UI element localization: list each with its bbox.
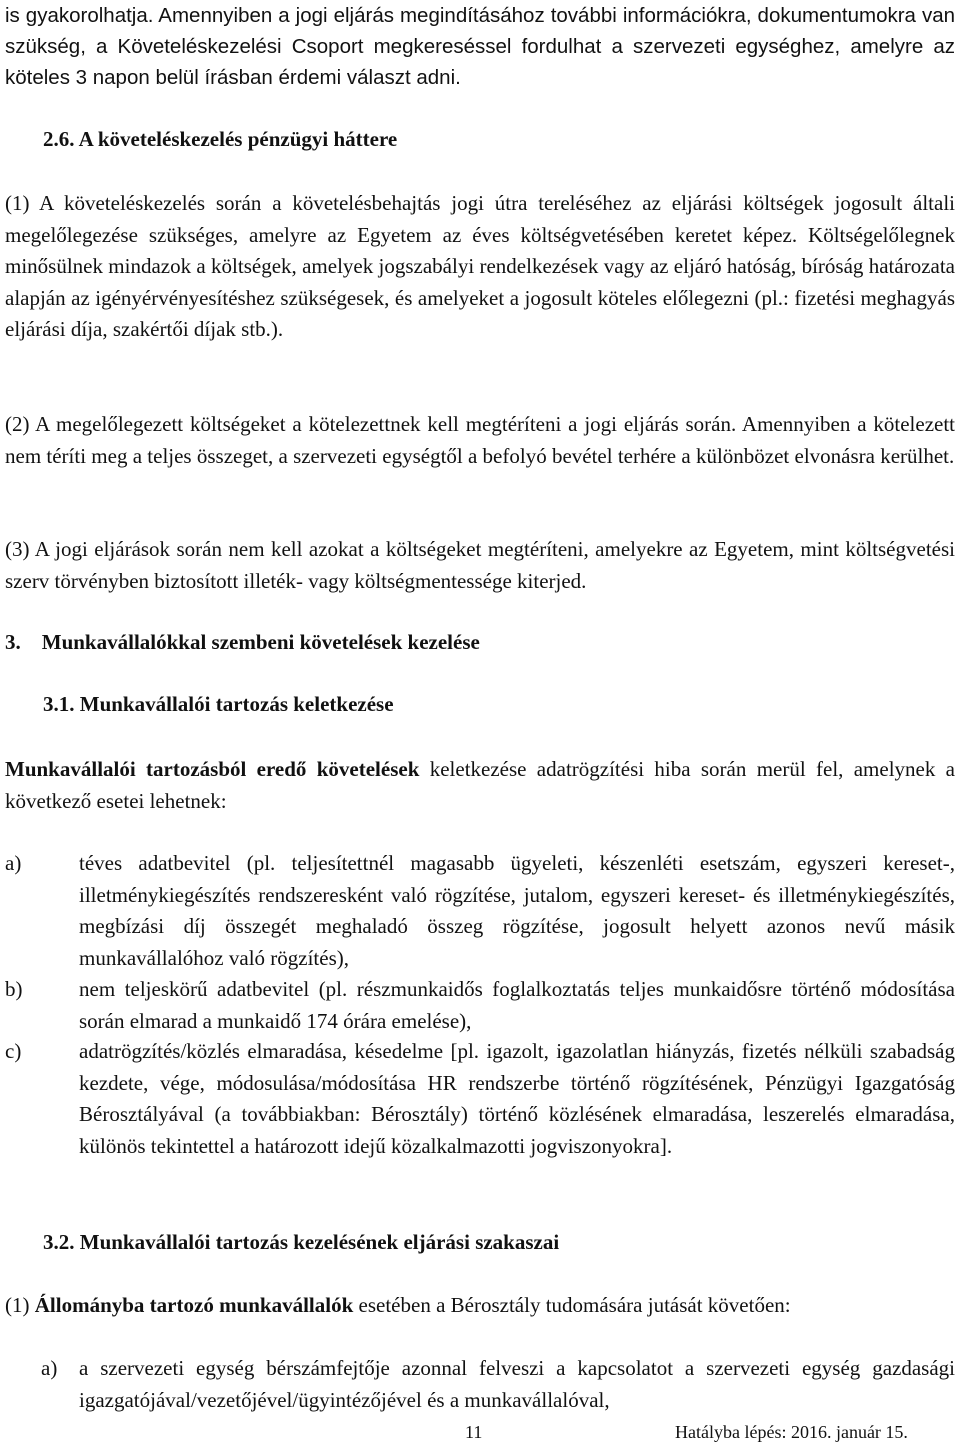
section-3-2-paragraph-1: [5, 1290, 955, 1322]
list-item-text: téves adatbevitel (pl. teljesítettnél magasabb ügyeleti, készenléti esetszám, egyszeri kereset-, illetménykiegészítés rendszeresként való rögzítése, jutalom, egyszeri kereset- és illetménykiegészítés, megbízási díj összegét meghaladó összeg rögzítése, jogosult helyett azonos nevű másik munkavállalóhoz való rögzítés),: [79, 851, 955, 970]
list-item-text: a szervezeti egység bérszámfejtője azonnal felveszi a kapcsolatot a szervezeti egység gazdasági igazgatójával/vezetőjével/ügyintézőjével és a munkavállalóval,: [79, 1356, 955, 1412]
section-3-2-heading: 3.2. Munkavállalói tartozás kezelésének eljárási szakaszai: [43, 1230, 560, 1254]
section-2-6-paragraph-3: (3) A jogi eljárások során nem kell azokat a költségeket megtéríteni, amelyekre az Egyetem, mint költségvetési szerv törvényben biztosított illeték- vagy költségmentessége kiterjed.: [5, 537, 955, 593]
list-item-text: nem teljeskörű adatbevitel (pl. részmunkaidős foglalkoztatás teljes munkaidősre történő módosítása során elmarad a munkaidő 174 órára emelése),: [79, 977, 955, 1033]
list-marker: a): [5, 851, 22, 875]
list-item-c: [5, 1036, 955, 1162]
list-item-3-2-a: [5, 1353, 955, 1416]
section-3-1-intro: [5, 754, 955, 817]
section-2-6-heading: 2.6. A követeléskezelés pénzügyi háttere: [43, 127, 398, 151]
list-marker: a): [41, 1356, 58, 1380]
section-3-1-heading: 3.1. Munkavállalói tartozás keletkezése: [43, 692, 394, 716]
section-3-1-intro-bold: Munkavállalói tartozásból eredő követelések: [5, 757, 420, 781]
section-3-heading: 3. Munkavállalókkal szembeni követelések kezelése: [5, 630, 480, 654]
section-2-6-paragraph-2: (2) A megelőlegezett költségeket a kötelezettnek kell megtéríteni a jogi eljárás során. Amennyiben a kötelezett nem téríti meg a teljes összeget, a szervezeti egységtől a befolyó bevétel terhére a különbözet elvonásra kerülhet.: [5, 412, 955, 468]
paragraph-number: (1): [5, 1293, 35, 1317]
section-3-2-paragraph-rest: esetében a Bérosztály tudomására jutását követően:: [353, 1293, 791, 1317]
list-item-text: adatrögzítés/közlés elmaradása, késedelme [pl. igazolt, igazolatlan hiányzás, fizetés nélküli szabadság kezdete, vége, módosulása/módosítása HR rendszerbe történő rögzítésének, Pénzügyi Igazgatóság Bérosztályával (a továbbiakban: Bérosztály) történő közlésének elmaradása, leszerelés elmaradása, különös tekintettel a határozott idejű közalkalmazotti jogviszonyokra].: [79, 1039, 955, 1158]
section-3-1-intro-rest: keletkezése adatrögzítési hiba során merül fel, amelynek a következő esetei lehetnek:: [5, 757, 955, 813]
list-item-a: [5, 848, 955, 974]
list-marker: c): [5, 1039, 22, 1063]
page-number: 11: [465, 1422, 483, 1442]
section-2-6-paragraph-1: (1) A követeléskezelés során a követelésbehajtás jogi útra tereléséhez az eljárási költségek jogosult általi megelőlegezése szükséges, amelyre az Egyetem az éves költségvetésében keretet képez. Költségelőlegnek minősülnek mindazok a költségek, amelyek jogszabályi rendelkezések vagy az eljáró hatóság, bíróság határozata alapján az igényérvényesítéshez szükségesek, és amelyeket a jogosult köteles előlegezni (pl.: fizetési meghagyás eljárási díja, szakértői díjak stb.).: [5, 191, 955, 341]
list-item-b: [5, 974, 955, 1037]
effective-date: Hatályba lépés: 2016. január 15.: [675, 1422, 908, 1442]
list-marker: b): [5, 977, 23, 1001]
intro-paragraph: is gyakorolhatja. Amennyiben a jogi eljárás megindításához további információkra, dokumentumokra van szükség, a Követeléskezelési Csoport megkereséssel fordulhat a szervezeti egységhez, amelyre az köteles 3 napon belül írásban érdemi választ adni.: [5, 4, 955, 89]
section-3-2-bold-phrase: Állományba tartozó munkavállalók: [34, 1293, 354, 1317]
